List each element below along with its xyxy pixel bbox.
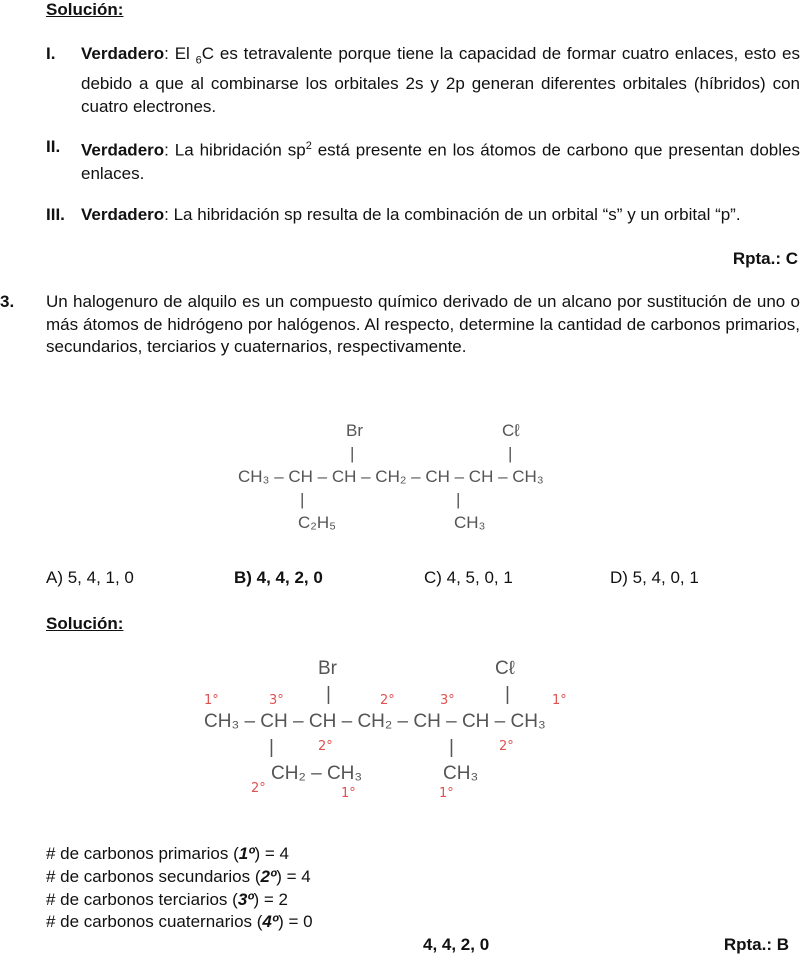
ethyl-group: C₂H₅ xyxy=(298,513,337,532)
statement-iii-body: : La hibridación sp resulta de la combinación de un orbital “s” y un orbital “p”. xyxy=(164,205,741,224)
statement-i-text xyxy=(81,42,800,118)
question-number: 3. xyxy=(0,292,15,311)
count-tertiary xyxy=(46,889,288,911)
solution-methyl-group: CH₃ xyxy=(443,763,479,784)
solution-bond-cl: | xyxy=(505,684,510,705)
bond-methyl: | xyxy=(456,490,461,509)
question-structure xyxy=(0,418,800,538)
count-secondary-value: ) = 4 xyxy=(276,867,311,886)
count-secondary-label: # de carbonos secundarios ( xyxy=(46,867,261,886)
bond-cl: | xyxy=(508,444,513,463)
count-primary xyxy=(46,843,289,865)
statement-iii-text xyxy=(81,203,800,226)
solution-structure xyxy=(0,655,800,805)
count-tertiary-degree: 3º xyxy=(237,890,254,909)
count-quaternary-degree: 4º xyxy=(262,912,279,931)
option-b: B) 4, 4, 2, 0 xyxy=(234,568,323,587)
solution-main-chain: CH₃ – CH – CH – CH₂ – CH – CH – CH₃ xyxy=(204,711,546,732)
statement-i xyxy=(46,42,800,118)
atomic-number: 6 xyxy=(195,54,202,67)
degree-label-c4: 2° xyxy=(380,693,395,708)
option-a: A) 5, 4, 1, 0 xyxy=(46,568,134,587)
statement-ii-post: está presente en los átomos de carbono que presentan dobles enlaces. xyxy=(81,140,800,183)
statement-i-post: C es tetravalente porque tiene la capacidad de formar cuatro enlaces, esto es debido a que al combinarse los orbitales 2s y 2p generan diferentes orbitales (híbridos) con cuatro electrones. xyxy=(81,44,800,117)
option-d: D) 5, 4, 0, 1 xyxy=(610,568,699,587)
solution-heading-1: Solución: xyxy=(46,0,124,19)
hybrid-superscript: 2 xyxy=(305,140,312,152)
bromine-label: Br xyxy=(346,421,363,440)
option-c: C) 4, 5, 0, 1 xyxy=(424,568,513,587)
numeral-ii: II. xyxy=(46,137,61,156)
count-quaternary xyxy=(46,911,313,933)
statement-i-pre: : El xyxy=(164,44,196,63)
bond-ethyl: | xyxy=(300,490,305,509)
answer-b: Rpta.: B xyxy=(723,935,789,954)
degree-label-c6: 2° xyxy=(499,739,514,754)
question-text: Un halogenuro de alquilo es un compuesto químico derivado de un alcano por sustitución de uno o más átomos de hidrógeno por halógenos. Al respecto, determine la cantidad de carbonos primarios, secundarios, terciarios y cuaternarios, respectivamente. xyxy=(46,292,800,356)
methyl-group: CH₃ xyxy=(454,513,486,532)
count-secondary-degree: 2º xyxy=(260,867,277,886)
solution-bond-ethyl: | xyxy=(269,737,274,758)
statement-ii-pre: : La hibridación sp xyxy=(164,140,306,160)
verdict-iii: Verdadero xyxy=(81,205,165,224)
solution-heading-2: Solución: xyxy=(46,614,124,633)
solution-ethyl-group: CH₂ – CH₃ xyxy=(271,763,363,784)
degree-label-c5: 3° xyxy=(440,693,455,708)
solution-bond-br: | xyxy=(326,684,331,705)
solution-bond-methyl: | xyxy=(449,737,454,758)
numeral-iii: III. xyxy=(46,205,65,224)
solution-bromine: Br xyxy=(318,658,337,679)
numeral-i: I. xyxy=(46,44,56,63)
degree-label-methyl: 1° xyxy=(439,786,454,801)
degree-label-ethyl-ch3: 1° xyxy=(341,786,356,801)
statement-ii xyxy=(46,135,800,185)
verdict-i: Verdadero xyxy=(81,44,165,63)
bond-br: | xyxy=(350,444,355,463)
count-tertiary-value: ) = 2 xyxy=(253,890,288,909)
solution-chlorine: Cℓ xyxy=(495,658,515,679)
statement-ii-text xyxy=(81,135,800,185)
verdict-ii: Verdadero xyxy=(81,140,165,160)
count-secondary xyxy=(46,866,311,888)
count-primary-label: # de carbonos primarios ( xyxy=(46,844,239,863)
degree-label-c7: 1° xyxy=(552,693,567,708)
chlorine-label: Cℓ xyxy=(502,421,520,440)
main-chain: CH₃ – CH – CH – CH₂ – CH – CH – CH₃ xyxy=(238,467,544,486)
count-quaternary-value: ) = 0 xyxy=(278,912,313,931)
count-primary-value: ) = 4 xyxy=(254,844,289,863)
count-quaternary-label: # de carbonos cuaternarios ( xyxy=(46,912,263,931)
count-tertiary-label: # de carbonos terciarios ( xyxy=(46,890,238,909)
count-primary-degree: 1º xyxy=(238,844,255,863)
answer-options xyxy=(46,568,800,590)
degree-label-c2: 3° xyxy=(269,693,284,708)
final-result: 4, 4, 2, 0 xyxy=(423,935,490,954)
degree-label-c3: 2° xyxy=(318,739,333,754)
degree-label-c1: 1° xyxy=(204,693,219,708)
degree-label-ethyl-ch2: 2° xyxy=(251,781,266,796)
answer-c: Rpta.: C xyxy=(732,249,798,268)
statement-iii xyxy=(46,203,800,226)
